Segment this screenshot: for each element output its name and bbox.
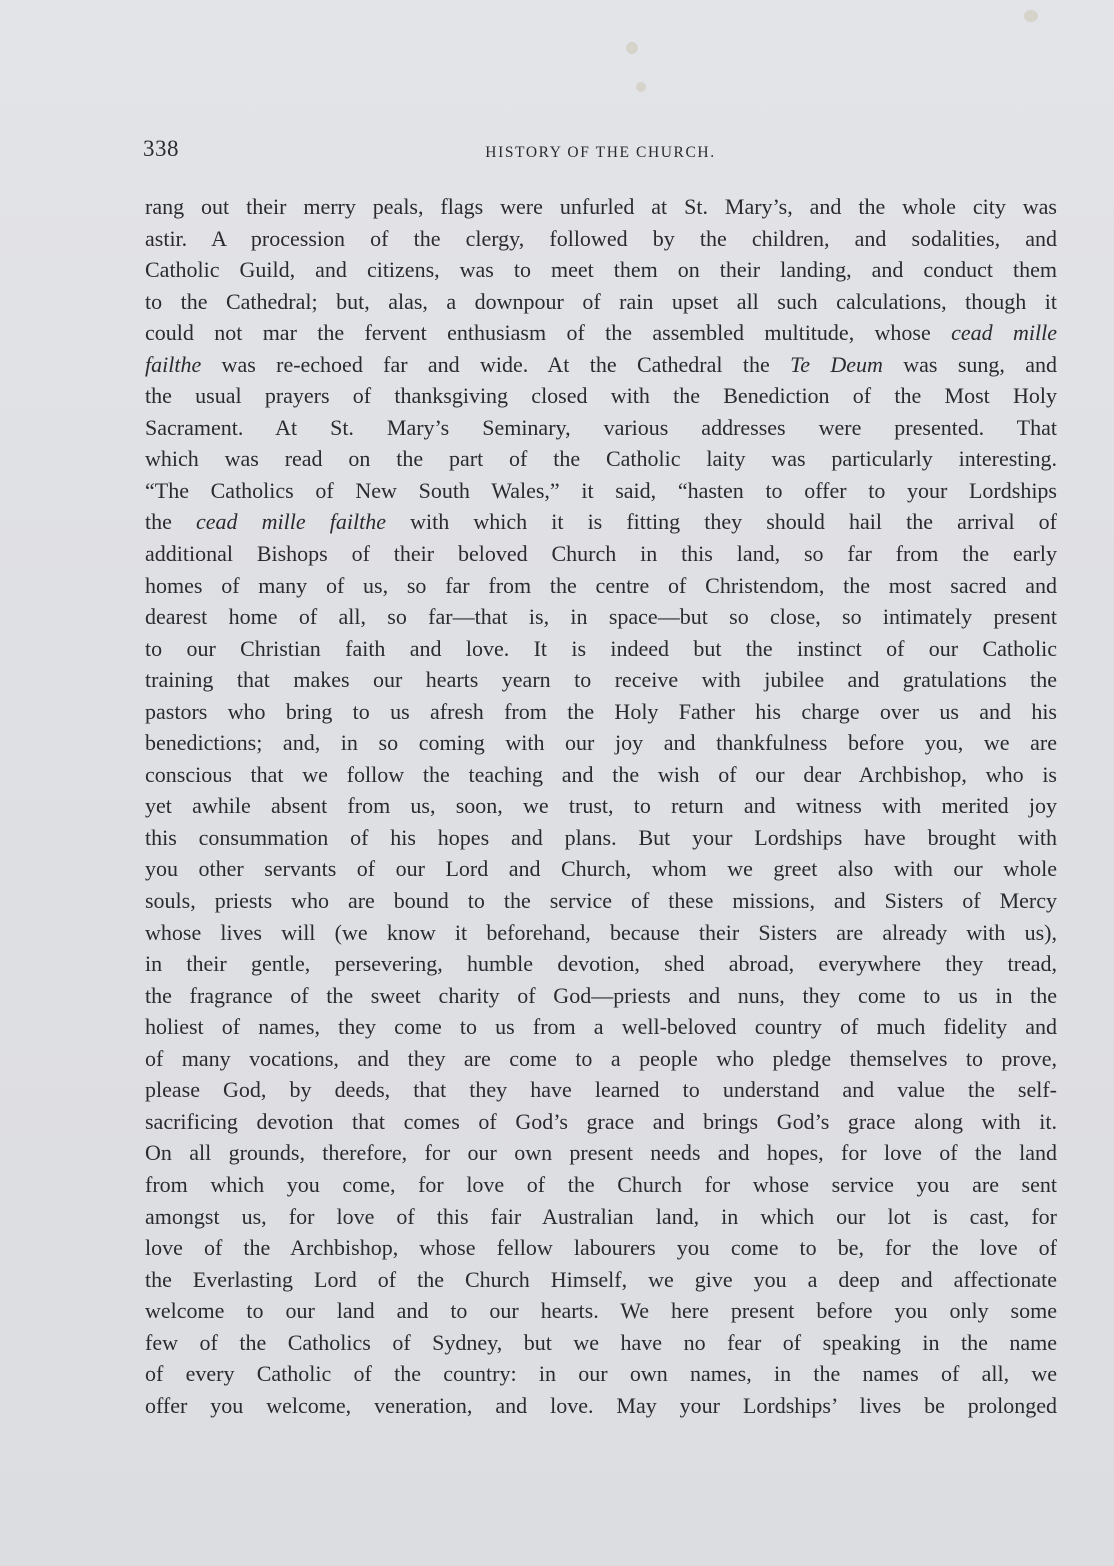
italic-text-run: failthe — [145, 351, 202, 377]
text-run: could not mar the fervent enthusiasm of the assembled multitude, whose — [145, 320, 952, 346]
text-line — [145, 759, 1057, 791]
text-run: dearest home of all, so far—that is, in space—but so close, so intimately present — [145, 604, 1057, 630]
text-line — [145, 1264, 1057, 1296]
text-line — [145, 443, 1057, 475]
text-line — [145, 601, 1057, 633]
text-line — [145, 1390, 1057, 1422]
text-line — [145, 948, 1057, 980]
text-run: of every Catholic of the country: in our own names, in the names of all, we — [145, 1361, 1057, 1387]
text-run: benedictions; and, in so coming with our joy and thankfulness before you, we are — [145, 730, 1057, 756]
page-header — [143, 136, 1058, 166]
text-run: whose lives will (we know it beforehand, because their Sisters are already with us), — [145, 919, 1057, 945]
text-run: please God, by deeds, that they have learned to understand and value the self- — [145, 1077, 1057, 1103]
text-run: astir. A procession of the clergy, followed by the children, and sodalities, and — [145, 225, 1057, 251]
text-run: On all grounds, therefore, for our own present needs and hopes, for love of the land — [145, 1140, 1057, 1166]
text-run: pastors who bring to us afresh from the Holy Father his charge over us and his — [145, 698, 1057, 724]
paper-stain — [636, 82, 646, 92]
text-line — [145, 1358, 1057, 1390]
text-run: rang out their merry peals, flags were unfurled at St. Mary’s, and the whole city was — [145, 194, 1057, 219]
text-line — [145, 790, 1057, 822]
text-line — [145, 885, 1057, 917]
text-line — [145, 853, 1057, 885]
text-run: holiest of names, they come to us from a well-beloved country of much fidelity and — [145, 1014, 1057, 1040]
italic-text-run: Te Deum — [790, 351, 883, 377]
page-number: 338 — [143, 136, 179, 161]
text-run: this consummation of his hopes and plans. But your Lordships have brought with — [145, 824, 1057, 850]
text-line — [145, 1011, 1057, 1043]
text-run: amongst us, for love of this fair Australian land, in which our lot is cast, for — [145, 1203, 1057, 1229]
text-run: the Everlasting Lord of the Church Himself, we give you a deep and affectionate — [145, 1266, 1057, 1292]
text-line — [145, 1327, 1057, 1359]
body-text — [145, 191, 1057, 1421]
text-run: of many vocations, and they are come to a people who pledge themselves to prove, — [145, 1045, 1057, 1071]
text-line — [145, 349, 1057, 381]
text-run: offer you welcome, veneration, and love. May your Lordships’ lives be prolonged — [145, 1392, 1057, 1418]
text-line — [145, 254, 1057, 286]
paper-stain — [1024, 10, 1038, 22]
text-run: the fragrance of the sweet charity of God—priests and nuns, they come to us in the — [145, 982, 1057, 1008]
text-run: which was read on the part of the Catholic laity was particularly interesting. — [145, 446, 1057, 472]
text-run: Catholic Guild, and citizens, was to meet them on their landing, and conduct them — [145, 257, 1057, 283]
text-line — [145, 1074, 1057, 1106]
text-line — [145, 727, 1057, 759]
text-run: was sung, and — [882, 351, 1057, 377]
italic-text-run: cead mille — [951, 320, 1057, 346]
text-line — [145, 1201, 1057, 1233]
text-run: yet awhile absent from us, soon, we trust, to return and witness with merited joy — [145, 793, 1057, 819]
text-line — [145, 822, 1057, 854]
text-run: with which it is fitting they should hail the arrival of — [385, 509, 1057, 535]
text-line — [145, 917, 1057, 949]
text-line — [145, 223, 1057, 255]
running-head: HISTORY OF THE CHURCH. — [485, 144, 716, 161]
text-run: welcome to our land and to our hearts. We here present before you only some — [145, 1298, 1057, 1324]
text-line — [145, 317, 1057, 349]
text-run: to the Cathedral; but, alas, a downpour of rain upset all such calculations, though it — [145, 288, 1057, 314]
text-line — [145, 570, 1057, 602]
text-run: was re-echoed far and wide. At the Cathedral the — [201, 351, 791, 377]
text-line — [145, 980, 1057, 1012]
text-run: in their gentle, persevering, humble devotion, shed abroad, everywhere they tread, — [145, 951, 1057, 977]
text-run: the — [145, 509, 196, 535]
text-run: training that makes our hearts yearn to receive with jubilee and gratulations the — [145, 667, 1057, 693]
text-run: souls, priests who are bound to the service of these missions, and Sisters of Mercy — [145, 888, 1057, 914]
text-run: from which you come, for love of the Church for whose service you are sent — [145, 1171, 1057, 1197]
text-run: few of the Catholics of Sydney, but we have no fear of speaking in the name — [145, 1329, 1057, 1355]
paper-stain — [626, 42, 638, 54]
text-line — [145, 412, 1057, 444]
text-line — [145, 1043, 1057, 1075]
text-line — [145, 1137, 1057, 1169]
text-line — [145, 696, 1057, 728]
text-run: love of the Archbishop, whose fellow labourers you come to be, for the love of — [145, 1235, 1057, 1261]
text-line — [145, 475, 1057, 507]
text-line — [145, 286, 1057, 318]
text-line — [145, 664, 1057, 696]
text-line — [145, 538, 1057, 570]
text-line — [145, 1295, 1057, 1327]
text-line — [145, 1106, 1057, 1138]
text-run: sacrificing devotion that comes of God’s grace and brings God’s grace along with it. — [145, 1108, 1057, 1134]
text-run: homes of many of us, so far from the centre of Christendom, the most sacred and — [145, 572, 1057, 598]
text-run: additional Bishops of their beloved Church in this land, so far from the early — [145, 541, 1057, 567]
text-run: to our Christian faith and love. It is indeed but the instinct of our Catholic — [145, 635, 1057, 661]
text-run: “The Catholics of New South Wales,” it said, “hasten to offer to your Lordships — [145, 477, 1057, 503]
italic-text-run: cead mille failthe — [196, 509, 386, 535]
text-line — [145, 380, 1057, 412]
text-line — [145, 506, 1057, 538]
text-line — [145, 191, 1057, 223]
text-run: Sacrament. At St. Mary’s Seminary, various addresses were presented. That — [145, 414, 1057, 440]
text-line — [145, 633, 1057, 665]
text-run: conscious that we follow the teaching and the wish of our dear Archbishop, who is — [145, 761, 1057, 787]
text-line — [145, 1169, 1057, 1201]
text-run: the usual prayers of thanksgiving closed with the Benediction of the Most Holy — [145, 383, 1057, 409]
text-line — [145, 1232, 1057, 1264]
text-run: you other servants of our Lord and Church, whom we greet also with our whole — [145, 856, 1057, 882]
